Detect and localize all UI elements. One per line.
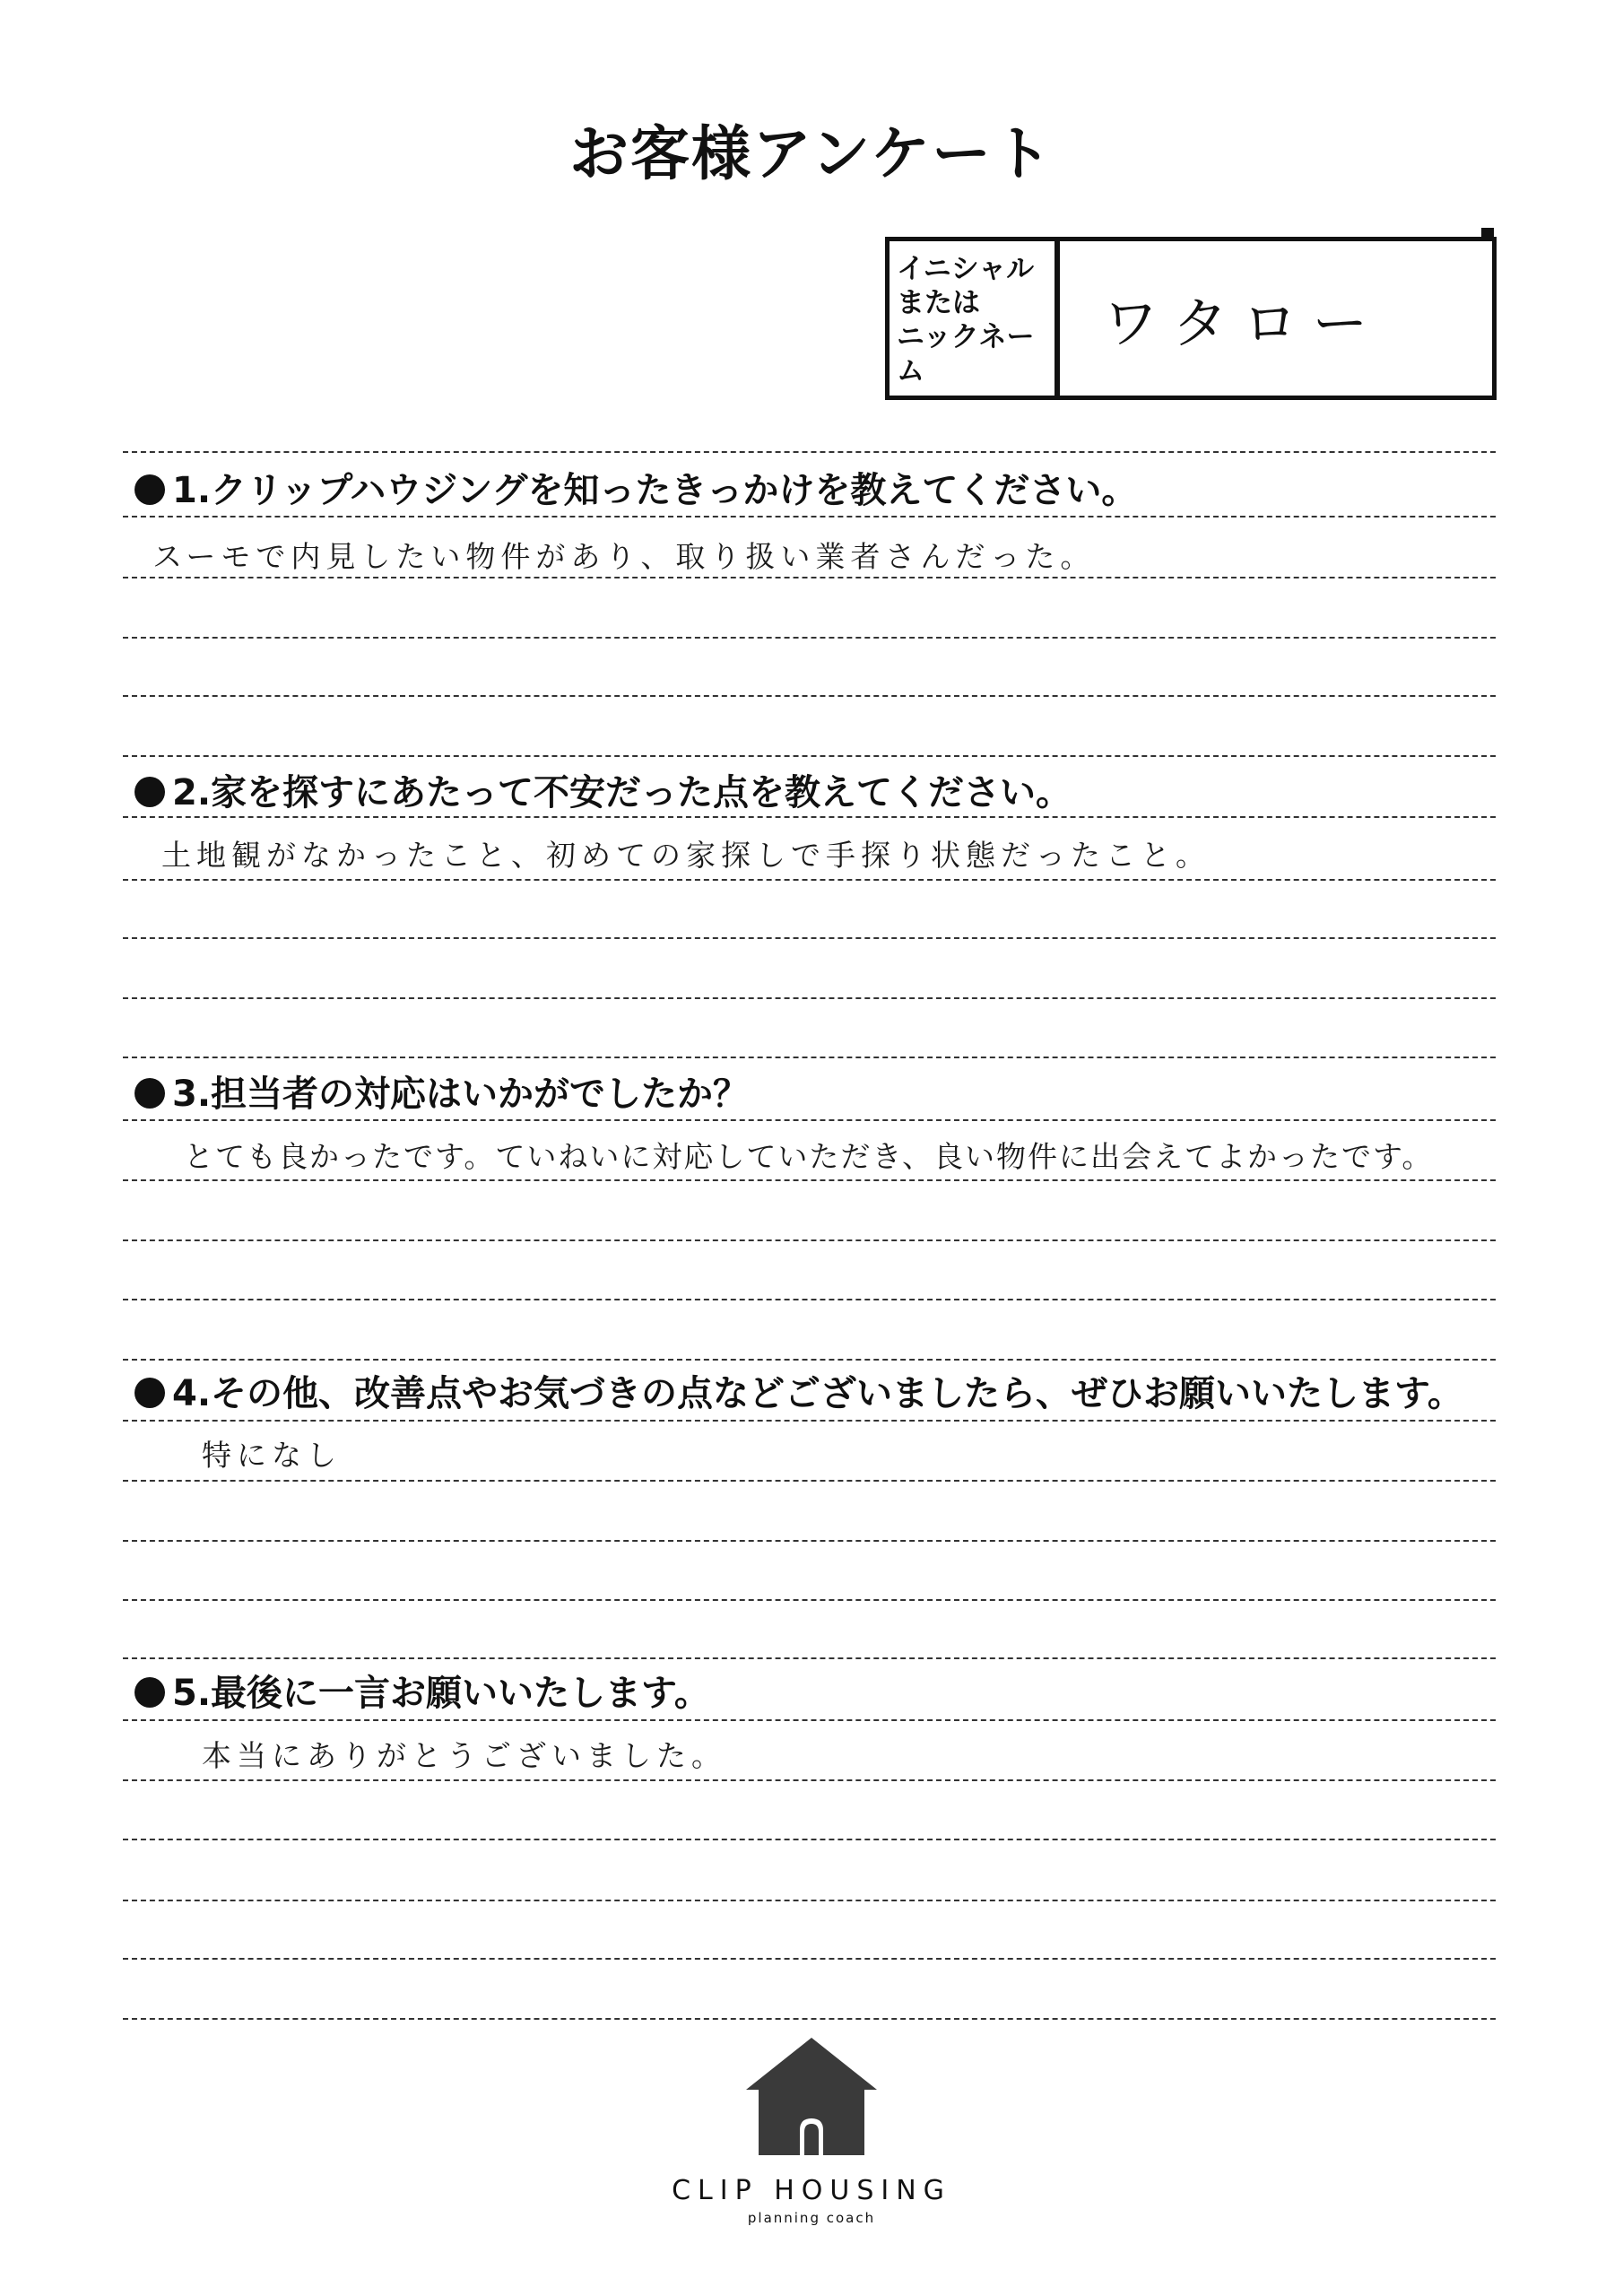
question-3-text: 3.担当者の対応はいかがでしたか？ — [172, 1074, 750, 1115]
logo-name: CLIP HOUSING — [672, 2175, 951, 2206]
rule-line — [123, 1839, 1496, 1840]
house-icon — [744, 2036, 879, 2157]
question-2 — [135, 764, 1072, 815]
nickname-label: イニシャル または ニックネー ム — [890, 241, 1060, 396]
rule-line — [123, 577, 1496, 578]
rule-line — [123, 1657, 1496, 1659]
rule-line — [123, 1599, 1496, 1601]
question-5-text: 5.最後に一言お願いいたします。 — [172, 1673, 710, 1714]
answer-2: 土地観がなかったこと、初めての家探しで手探り状態だったこと。 — [161, 838, 1211, 873]
question-2-text: 2.家を探すにあたって不安だった点を教えてください。 — [172, 772, 1072, 813]
rule-line — [123, 1480, 1496, 1482]
rule-line — [123, 1239, 1496, 1241]
question-4-text: 4.その他、改善点やお気づきの点などございましたら、ぜひお願いいたします。 — [172, 1373, 1463, 1414]
question-1 — [135, 462, 1137, 513]
bullet-icon — [135, 474, 165, 505]
question-1-text: 1.クリップハウジングを知ったきっかけを教えてください。 — [172, 470, 1138, 511]
rule-line — [123, 695, 1496, 697]
rule-line — [123, 1779, 1496, 1781]
rule-line — [123, 1359, 1496, 1361]
rule-line — [123, 1540, 1496, 1542]
rule-line — [123, 1057, 1496, 1058]
rule-line — [123, 637, 1496, 639]
rule-line — [123, 451, 1496, 453]
bullet-icon — [135, 1378, 165, 1408]
rule-line — [123, 1958, 1496, 1960]
question-4 — [135, 1365, 1463, 1416]
answer-4: 特になし — [202, 1438, 342, 1473]
rule-line — [123, 755, 1496, 757]
nickname-box — [885, 237, 1497, 400]
rule-line — [123, 1719, 1496, 1721]
rule-line — [123, 1420, 1496, 1422]
rule-line — [123, 997, 1496, 999]
rule-line — [123, 2018, 1496, 2020]
corner-mark — [1481, 228, 1494, 237]
bullet-icon — [135, 1078, 165, 1109]
logo-subtitle: planning coach — [747, 2210, 876, 2226]
answer-3: とても良かったです。ていねいに対応していただき、良い物件に出会えてよかったです。 — [184, 1139, 1434, 1174]
rule-line — [123, 1179, 1496, 1181]
rule-line — [123, 516, 1496, 517]
rule-line — [123, 1299, 1496, 1300]
answer-5: 本当にありがとうございました。 — [202, 1738, 726, 1773]
answer-1: スーモで内見したい物件があり、取り扱い業者さんだった。 — [152, 539, 1096, 574]
bullet-icon — [135, 1677, 165, 1708]
rule-line — [123, 879, 1496, 881]
question-3 — [135, 1065, 749, 1117]
rule-line — [123, 1900, 1496, 1901]
bullet-icon — [135, 777, 165, 807]
question-5 — [135, 1665, 710, 1716]
rule-line — [123, 816, 1496, 818]
company-logo — [628, 2036, 995, 2226]
rule-line — [123, 1119, 1496, 1121]
nickname-value: ワタロー — [1103, 290, 1383, 356]
rule-line — [123, 937, 1496, 939]
page-title: お客様アンケート — [568, 119, 1055, 188]
